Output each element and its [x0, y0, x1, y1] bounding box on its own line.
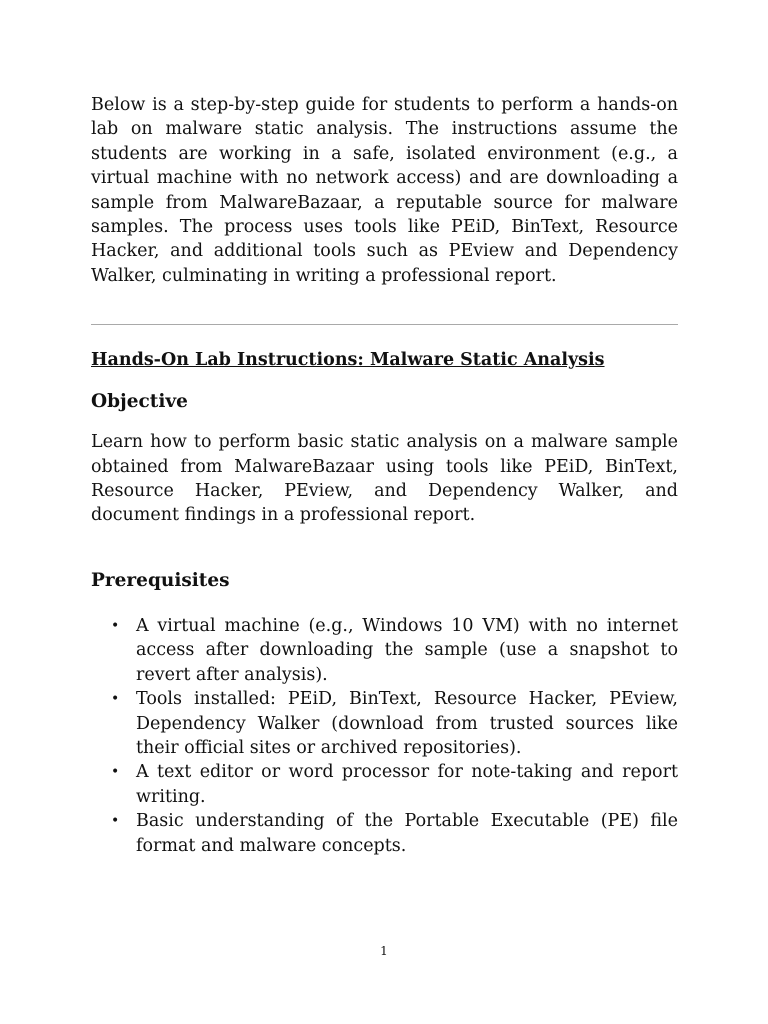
list-item-text: A text editor or word processor for note-taking and report writing.	[136, 762, 678, 807]
list-item	[91, 809, 678, 858]
prerequisites-heading: Prerequisites	[91, 569, 230, 591]
objective-paragraph: Learn how to perform basic static analysis on a malware sample obtained from MalwareBazaar using tools like PEiD, BinText, Resource Hacker, PEview, and Dependency Walker, and document findings in a professional report.	[91, 432, 678, 526]
intro-paragraph: Below is a step-by-step guide for students to perform a hands-on lab on malware static analysis. The instructions assume the students are working in a safe, isolated environment (e.g., a virtual machine with no network access) and are downloading a sample from MalwareBazaar, a reputable source for malware samples. The process uses tools like PEiD, BinText, Resource Hacker, and additional tools such as PEview and Dependency Walker, culminating in writing a professional report.	[91, 95, 678, 286]
list-item	[91, 687, 678, 760]
list-item	[91, 760, 678, 809]
prerequisites-list	[91, 614, 678, 858]
page-number: 1	[380, 944, 388, 958]
bullet-icon: •	[111, 617, 120, 634]
horizontal-rule	[91, 324, 678, 325]
list-item-text: Basic understanding of the Portable Executable (PE) file format and malware concepts.	[136, 811, 678, 856]
list-item-text: Tools installed: PEiD, BinText, Resource Hacker, PEview, Dependency Walker (download from trusted sources like their official sites or archived repositories).	[136, 689, 678, 758]
bullet-icon: •	[111, 691, 120, 708]
list-item	[91, 614, 678, 687]
objective-heading: Objective	[91, 391, 188, 413]
page-content	[91, 93, 678, 858]
lab-title: Hands-On Lab Instructions: Malware Static Analysis	[91, 350, 605, 371]
bullet-icon: •	[111, 813, 120, 830]
list-item-text: A virtual machine (e.g., Windows 10 VM) with no internet access after downloading the sample (use a snapshot to revert after analysis).	[136, 615, 678, 685]
bullet-icon: •	[111, 764, 120, 781]
